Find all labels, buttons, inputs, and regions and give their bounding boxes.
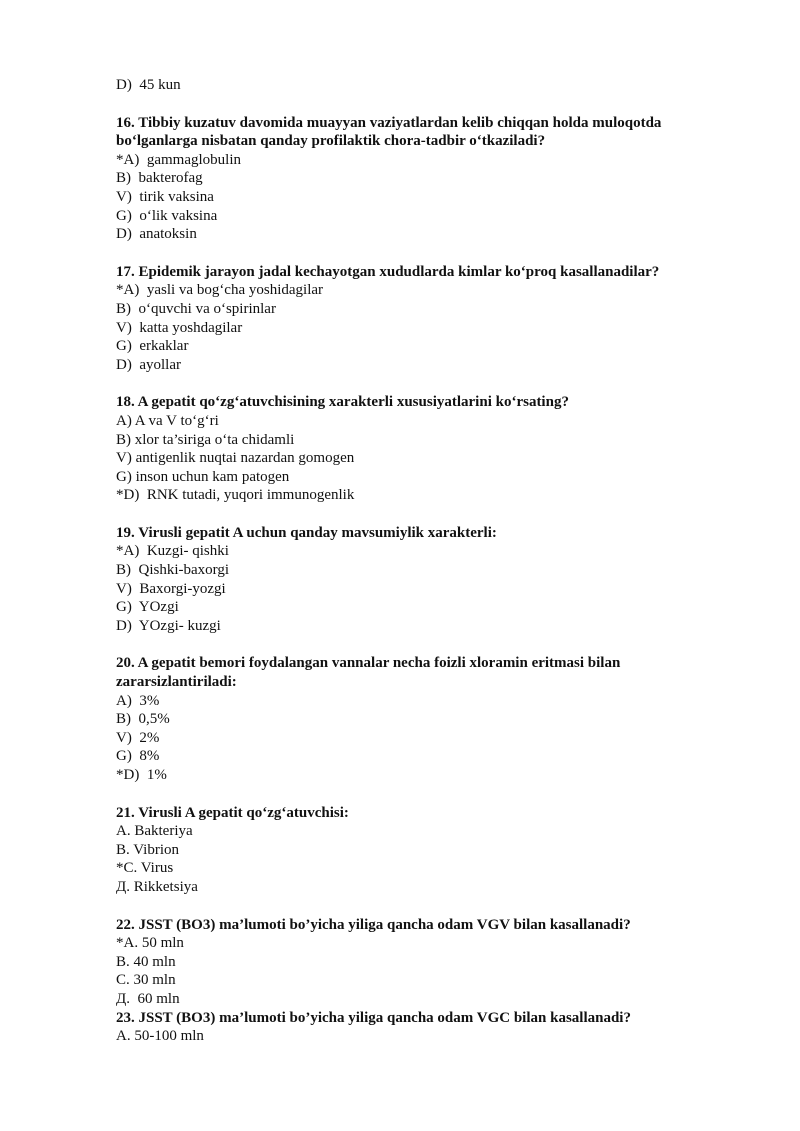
answer-option: *A. 50 mln xyxy=(116,935,184,952)
answer-option: A. 50-100 mln xyxy=(116,1028,204,1045)
answer-option: *C. Virus xyxy=(116,860,174,877)
answer-option: B) bakterofag xyxy=(116,170,203,187)
answer-option: V) antigenlik nuqtai nazardan gomogen xyxy=(116,450,355,467)
question-text: 17. Epidemik jarayon jadal kechayotgan xududlarda kimlar koʻproq kasallanadilar? xyxy=(116,263,660,280)
question-block-17 xyxy=(116,263,716,375)
answer-option: G) 8% xyxy=(116,748,160,765)
question-text: 22. JSST (BO3) ma’lumoti bo’yicha yiliga qancha odam VGV bilan kasallanadi? xyxy=(116,916,631,933)
answer-option: *A) yasli va bogʻcha yoshidagilar xyxy=(116,282,324,299)
answer-option: V) Baxorgi-yozgi xyxy=(116,580,226,597)
option-line: D) 45 kun xyxy=(116,77,181,93)
answer-option: D) YOzgi- kuzgi xyxy=(116,617,221,634)
answer-option: V) tirik vaksina xyxy=(116,188,214,205)
question-block-23 xyxy=(116,1009,716,1046)
answer-option: *A) Kuzgi- qishki xyxy=(116,543,229,560)
answer-option: Д. Rikketsiya xyxy=(116,878,198,895)
answer-option: G) erkaklar xyxy=(116,338,189,355)
test-page xyxy=(116,76,716,1046)
question-block-20 xyxy=(116,654,716,784)
answer-option: Д. 60 mln xyxy=(116,990,180,1007)
answer-option: B) 0,5% xyxy=(116,711,170,728)
question-block-19 xyxy=(116,524,716,636)
question-block-21 xyxy=(116,804,716,897)
answer-option: G) inson uchun kam patogen xyxy=(116,468,290,485)
answer-option: *D) RNK tutadi, yuqori immunogenlik xyxy=(116,487,355,504)
answer-option: A) 3% xyxy=(116,692,160,709)
answer-option: V) 2% xyxy=(116,729,160,746)
question-block-18 xyxy=(116,393,716,505)
answer-option: B) oʻquvchi va oʻspirinlar xyxy=(116,300,276,317)
answer-option: G) oʻlik vaksina xyxy=(116,207,218,224)
question-text: 20. A gepatit bemori foydalangan vannalar necha foizli xloramin eritmasi bilan zararsizlantiriladi: xyxy=(116,655,621,691)
answer-option: V) katta yoshdagilar xyxy=(116,319,243,336)
answer-option: B) xlor ta’siriga oʻta chidamli xyxy=(116,431,295,448)
question-text: 23. JSST (BO3) ma’lumoti bo’yicha yiliga qancha odam VGC bilan kasallanadi? xyxy=(116,1009,631,1026)
question-text: 16. Tibbiy kuzatuv davomida muayyan vaziyatlardan kelib chiqqan holda muloqotda boʻlganlarga nisbatan qanday profilaktik chora-tadbir oʻtkaziladi? xyxy=(116,114,662,150)
question-text: 19. Virusli gepatit A uchun qanday mavsumiylik xarakterli: xyxy=(116,524,497,541)
answer-option: A. Bakteriya xyxy=(116,823,193,840)
answer-option: G) YOzgi xyxy=(116,599,179,616)
question-block-16 xyxy=(116,114,716,244)
answer-option: B. Vibrion xyxy=(116,841,179,858)
answer-option: *D) 1% xyxy=(116,767,167,783)
answer-option: D) anatoksin xyxy=(116,226,197,243)
answer-option: B) Qishki-baxorgi xyxy=(116,562,230,579)
question-text: 18. A gepatit qoʻzgʻatuvchisining xarakterli xususiyatlarini koʻrsating? xyxy=(116,394,569,411)
answer-option: C. 30 mln xyxy=(116,972,176,989)
answer-option: A) A va V toʻgʻri xyxy=(116,412,219,429)
question-block-22 xyxy=(116,916,716,1009)
answer-option: D) ayollar xyxy=(116,356,181,373)
question-text: 21. Virusli A gepatit qoʻzgʻatuvchisi: xyxy=(116,804,349,821)
answer-option: *A) gammaglobulin xyxy=(116,151,241,168)
answer-option: B. 40 mln xyxy=(116,953,176,970)
